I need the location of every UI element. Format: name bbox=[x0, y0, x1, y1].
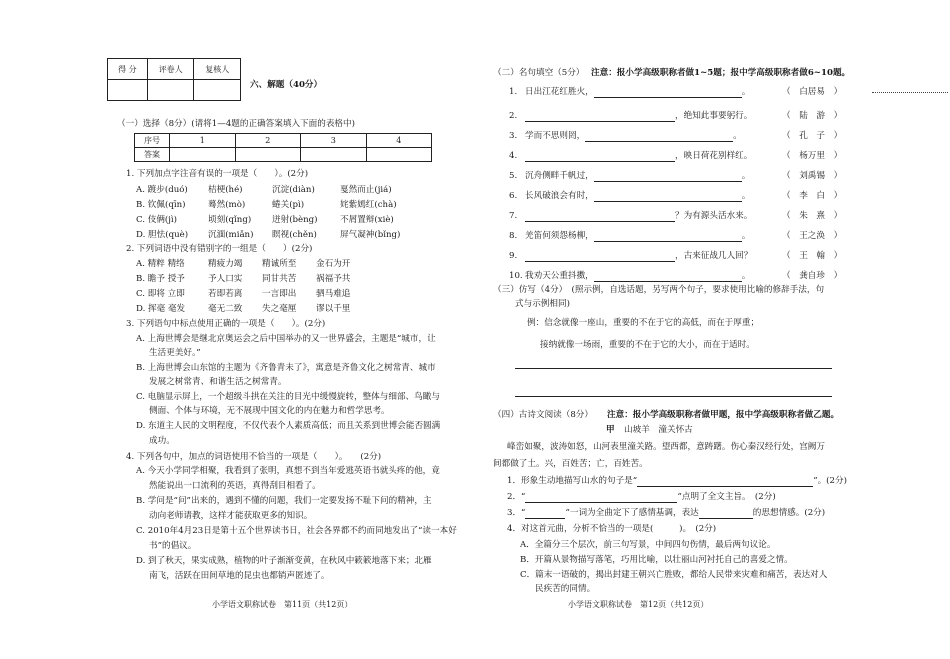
imitation-answer-line-2[interactable] bbox=[515, 396, 832, 397]
answer-col-3: 3 bbox=[301, 134, 367, 148]
fill-in-item bbox=[509, 87, 750, 98]
q2-d-word4: 谬以千里 bbox=[316, 304, 351, 314]
fill-in-number: 2. bbox=[509, 111, 518, 121]
fill-in-author: （ 刘禹锡 ） bbox=[782, 171, 843, 181]
fill-in-given-text: 羌笛何须怨杨柳， bbox=[525, 231, 594, 241]
grader-cell[interactable] bbox=[147, 80, 194, 101]
answer-row-label: 答案 bbox=[135, 148, 170, 162]
imitation-answer-line-1[interactable] bbox=[515, 368, 832, 369]
answer-col-1: 1 bbox=[170, 134, 236, 148]
fill-in-author: （ 王 翰 ） bbox=[782, 251, 843, 261]
part3-title-cont: 式与示例相同) bbox=[515, 299, 570, 309]
fill-in-given-text: 日出江花红胜火， bbox=[525, 87, 594, 97]
fill-in-blank[interactable] bbox=[585, 132, 733, 142]
answer-cell-1[interactable] bbox=[170, 148, 236, 162]
reviewer-header: 复核人 bbox=[194, 59, 241, 80]
q3-option-a-cont: 生活更美好。” bbox=[149, 348, 201, 358]
score-table bbox=[107, 58, 241, 101]
reading-q3-blank-1[interactable] bbox=[525, 509, 565, 519]
q3-option-c-cont: 侧面、个体与环境，无不展现中国文化的内在魅力和哲学思考。 bbox=[149, 406, 390, 416]
fill-in-following-text: 。 bbox=[741, 191, 751, 201]
fill-in-following-text: 。 bbox=[741, 87, 751, 97]
q1-option-a: A. 踱步(duó) bbox=[136, 185, 188, 195]
fill-in-number: 4. bbox=[509, 151, 518, 161]
reading-q2-prefix: 2．“ bbox=[507, 492, 526, 502]
reading-q3 bbox=[507, 508, 825, 519]
fill-in-number: 6. bbox=[509, 191, 518, 201]
fill-in-item bbox=[509, 191, 750, 202]
reading-q1-suffix: ”。(2分) bbox=[813, 476, 847, 486]
margin-dotted-line bbox=[872, 92, 948, 93]
fill-in-blank[interactable] bbox=[525, 152, 675, 162]
q4-option-d: D. 到了秋天，果实成熟，植物的叶子渐渐变黄，在秋风中簌簌地落下来；北雁 bbox=[136, 556, 432, 566]
q3-option-d-cont: 成功。 bbox=[149, 436, 175, 446]
answer-cell-3[interactable] bbox=[301, 148, 367, 162]
answer-cell-4[interactable] bbox=[366, 148, 432, 162]
section-title: 六、解题（40分） bbox=[250, 80, 323, 90]
q4-option-c: C. 2010年4月23日是第十五个世界读书日，社会各界都不约而同地发出了“读一本好 bbox=[136, 526, 457, 536]
fill-in-blank[interactable] bbox=[525, 212, 675, 222]
q4-option-a: A. 今天小学同学相聚，我看到了张明，真想不到当年爱逃英语书就头疼的他，竟 bbox=[136, 466, 440, 476]
fill-in-number: 9. bbox=[509, 251, 518, 261]
fill-in-given-text: 长风破浪会有时， bbox=[525, 191, 594, 201]
poem-title: 山坡羊 潼关怀古 bbox=[624, 425, 693, 435]
fill-in-item bbox=[509, 211, 752, 222]
fill-in-blank[interactable] bbox=[525, 252, 675, 262]
fill-in-following-text: 。 bbox=[741, 171, 751, 181]
fill-in-number: 1. bbox=[509, 87, 518, 97]
fill-in-following-text: 。 bbox=[733, 131, 742, 141]
fill-in-number: 3. bbox=[509, 131, 518, 141]
reading-q1 bbox=[507, 476, 847, 487]
fill-in-item bbox=[509, 131, 742, 142]
q2-option-d: D. 挥毫 毫发 bbox=[136, 304, 186, 314]
fill-in-blank[interactable] bbox=[594, 192, 742, 202]
fill-in-number: 7. bbox=[509, 211, 518, 221]
fill-in-author: （ 白居易 ） bbox=[782, 87, 843, 97]
q2-stem: 2. 下列词语中没有错别字的一组是（ ）(2分) bbox=[126, 244, 313, 254]
q1-b-word3: 蜷关(pì) bbox=[272, 200, 305, 210]
q2-c-word3: 一言即出 bbox=[262, 289, 297, 299]
reading-q2-blank[interactable] bbox=[525, 493, 677, 503]
reading-q2 bbox=[507, 492, 776, 503]
reading-q4-stem: 4．对这首元曲，分析不恰当的一项是( )。 (2分) bbox=[507, 524, 717, 534]
fill-in-item bbox=[509, 171, 750, 182]
q3-option-d: D. 东道主人民的文明程度，不仅代表个人素质高低；而且关系到世博会能否圆满 bbox=[136, 421, 441, 431]
q2-d-word3: 失之毫厘 bbox=[262, 304, 297, 314]
fill-in-author: （ 李 白 ） bbox=[782, 191, 843, 201]
answer-col-2: 2 bbox=[235, 134, 301, 148]
fill-in-item bbox=[509, 251, 752, 262]
q4-option-a-cont: 然能说出一口流利的英语，真得刮目相看了。 bbox=[149, 481, 321, 491]
q1-d-word4: 屏气凝神(bǐng) bbox=[340, 230, 401, 240]
left-footer: 小学语文职称试卷 第11页（共12页） bbox=[212, 600, 353, 609]
reading-q4-option-c: C．篇末一语破的，揭出封建王朝兴亡胜败，都给人民带来灾难和痛苦，表达对人 bbox=[520, 570, 828, 580]
fill-in-given-text: 学而不思则罔， bbox=[525, 131, 586, 141]
q2-a-word4: 金石为开 bbox=[316, 259, 351, 269]
q4-option-b-cont: 动向老师请教，这样才能获取更多的知识。 bbox=[149, 511, 313, 521]
q2-d-word2: 毫无二致 bbox=[208, 304, 243, 314]
q2-b-word3: 同甘共苦 bbox=[262, 274, 297, 284]
q4-option-b: B. 学问是“问”出来的，遇到不懂的问题，我们一定要发扬不耻下问的精神，主 bbox=[136, 496, 432, 506]
part2-note: 注意：报小学高级职称者做1~5题；报中学高级职称者做6~10题。 bbox=[591, 68, 851, 78]
part4-title: （四）古诗文阅读（8分） bbox=[493, 410, 593, 420]
q2-b-word2: 予人口实 bbox=[208, 274, 243, 284]
poem-line-1: 峰峦如聚，波涛如怒，山河表里潼关路。望西都，意踌躇。伤心秦汉经行处，宫阙万 bbox=[507, 442, 825, 452]
fill-in-number: 8. bbox=[509, 231, 518, 241]
answer-col-4: 4 bbox=[366, 134, 432, 148]
reading-q2-suffix: ”点明了全文主旨。 (2分) bbox=[677, 492, 776, 502]
q1-d-word2: 沉湎(miǎn) bbox=[208, 230, 254, 240]
reading-q3-middle: ”一词为全曲定下了感情基调，表达 bbox=[565, 508, 699, 518]
q1-stem: 1. 下列加点字注音有误的一项是（ ）。(2分) bbox=[126, 169, 309, 179]
right-footer: 小学语文职称试卷 第12页（共12页） bbox=[568, 600, 709, 609]
reading-q1-prefix: 1．形象生动地描写山水的句子是“ bbox=[507, 476, 638, 486]
q2-c-word4: 驷马难追 bbox=[316, 289, 351, 299]
fill-in-author: （ 王之涣 ） bbox=[782, 231, 843, 241]
q3-option-b-cont: 发展之树常青、和谐生活之树常青。 bbox=[149, 377, 287, 387]
part3-title: （三）仿写（4分） (照示例，自选话题，另写两个句子，要求使用比喻的修辞手法，句 bbox=[493, 285, 825, 295]
score-header: 得 分 bbox=[108, 59, 148, 80]
fill-in-item bbox=[509, 111, 752, 122]
grader-header: 评卷人 bbox=[147, 59, 194, 80]
reviewer-cell[interactable] bbox=[194, 80, 241, 101]
q4-option-c-cont: 书”的倡议。 bbox=[149, 541, 197, 551]
fill-in-blank[interactable] bbox=[594, 232, 742, 242]
q1-option-b: B. 钦佩(qīn) bbox=[136, 200, 186, 210]
fill-in-following-text: ？为有源头活水来。 bbox=[675, 211, 753, 221]
fill-in-item bbox=[509, 271, 750, 282]
fill-in-following-text: ，映日荷花别样红。 bbox=[675, 151, 753, 161]
fill-in-item bbox=[509, 231, 750, 242]
q2-option-a: A. 精粹 精络 bbox=[136, 259, 185, 269]
q2-c-word2: 若即若离 bbox=[208, 289, 243, 299]
fill-in-author: （ 杨万里 ） bbox=[782, 151, 843, 161]
fill-in-following-text: 。 bbox=[741, 231, 751, 241]
q1-c-word4: 不屑置辩(xiè) bbox=[340, 215, 394, 225]
fill-in-blank[interactable] bbox=[594, 272, 742, 282]
fill-in-author: （ 朱 熹 ） bbox=[782, 211, 843, 221]
reading-q4-option-b: B．开篇从景物描写落笔，巧用比喻，以壮丽山河衬托自己的喜爱之情。 bbox=[520, 555, 793, 565]
q4-stem: 4. 下列各句中，加点的词语使用不恰当的一项是（ ）。 (2分) bbox=[126, 452, 382, 462]
q1-c-word2: 顷刻(qǐng) bbox=[208, 215, 252, 225]
fill-in-item bbox=[509, 151, 752, 162]
q2-option-c: C. 即将 立即 bbox=[136, 289, 185, 299]
q1-a-word2: 桔梗(hé) bbox=[208, 185, 243, 195]
q2-a-word3: 精诚所至 bbox=[262, 259, 297, 269]
score-cell[interactable] bbox=[108, 80, 148, 101]
fill-in-number: 5. bbox=[509, 171, 518, 181]
reading-q3-blank-2[interactable] bbox=[699, 509, 753, 519]
example-line-2: 接纳就像一场雨，重要的不在于它的大小，而在于适时。 bbox=[540, 340, 755, 350]
fill-in-author: （ 孔 子 ） bbox=[782, 131, 843, 141]
fill-in-author: （ 龚自珍 ） bbox=[782, 271, 843, 281]
fill-in-following-text: ，绝知此事要躬行。 bbox=[675, 111, 753, 121]
q2-b-word4: 祸福予共 bbox=[316, 274, 351, 284]
part1-title: （一）选择（8分）(请将1—4题的正确答案填入下面的表格中) bbox=[117, 119, 355, 129]
fill-in-author: （ 陆 游 ） bbox=[782, 111, 843, 121]
fill-in-number: 10. bbox=[509, 271, 523, 281]
reading-q3-prefix: 3．“ bbox=[507, 508, 526, 518]
q1-b-word4: 姹紫嫣红(chà) bbox=[340, 200, 397, 210]
q3-option-c: C. 电脑显示屏上，一个超级斗拱在关注的目光中缓慢旋转，整体与细部、鸟瞰与 bbox=[136, 392, 440, 402]
reading-q3-suffix: 的思想情感。(2分) bbox=[752, 508, 826, 518]
q1-option-c: C. 伎俩(jì) bbox=[136, 215, 178, 225]
reading-q4-option-a: A．全篇分三个层次，前三句写景，中间四句伤情，最后两句议论。 bbox=[520, 540, 776, 550]
fill-in-given-text: 沉舟侧畔千帆过， bbox=[525, 171, 594, 181]
answer-cell-2[interactable] bbox=[235, 148, 301, 162]
q3-option-a: A. 上海世博会是继北京奥运会之后中国举办的又一世界盛会，主题是“城市，让 bbox=[136, 334, 436, 344]
answer-table bbox=[134, 133, 432, 162]
fill-in-blank[interactable] bbox=[594, 88, 742, 98]
q1-a-word3: 沉淀(diàn) bbox=[272, 185, 315, 195]
q1-c-word3: 迸射(bèng) bbox=[272, 215, 318, 225]
q1-a-word4: 戛然而止(jiá) bbox=[340, 185, 392, 195]
q3-option-b: B. 上海世博会山东馆的主题为《齐鲁青未了》，寓意是齐鲁文化之树常青、城市 bbox=[136, 363, 436, 373]
q3-stem: 3. 下列语句中标点使用正确的一项是（ ）。(2分) bbox=[126, 319, 326, 329]
q1-option-d: D. 胆怯(què) bbox=[136, 230, 189, 240]
reading-q4-option-c-cont: 民疾苦的同情。 bbox=[535, 584, 596, 594]
q1-d-word3: 瞑视(chěn) bbox=[272, 230, 317, 240]
poem-label: 甲 bbox=[606, 425, 615, 435]
example-line-1: 例：信念就像一座山，重要的不在于它的高低，而在于厚重； bbox=[527, 318, 760, 328]
fill-in-blank[interactable] bbox=[594, 172, 742, 182]
poem-line-2: 间都做了土。兴，百姓苦；亡，百姓苦。 bbox=[493, 459, 648, 469]
fill-in-following-text: 。 bbox=[741, 271, 751, 281]
q1-b-word2: 蓦然(mò) bbox=[208, 200, 246, 210]
fill-in-following-text: ，古来征战几人回？ bbox=[675, 251, 753, 261]
fill-in-blank[interactable] bbox=[525, 112, 675, 122]
reading-q1-blank[interactable] bbox=[637, 477, 813, 487]
part2-title: （二）名句填空（5分） bbox=[493, 68, 585, 78]
fill-in-given-text: 我劝天公重抖擞， bbox=[525, 271, 594, 281]
q4-option-d-cont: 南飞，活跃在田间草地的昆虫也都销声匿迹了。 bbox=[149, 571, 330, 581]
answer-table-header: 序号 bbox=[135, 134, 170, 148]
q2-a-word2: 精疲力竭 bbox=[208, 259, 243, 269]
part4-note: 注意：报小学高级职称者做甲题，报中学高级职称者做乙题。 bbox=[607, 410, 840, 420]
q2-option-b: B. 瞻予 授予 bbox=[136, 274, 185, 284]
